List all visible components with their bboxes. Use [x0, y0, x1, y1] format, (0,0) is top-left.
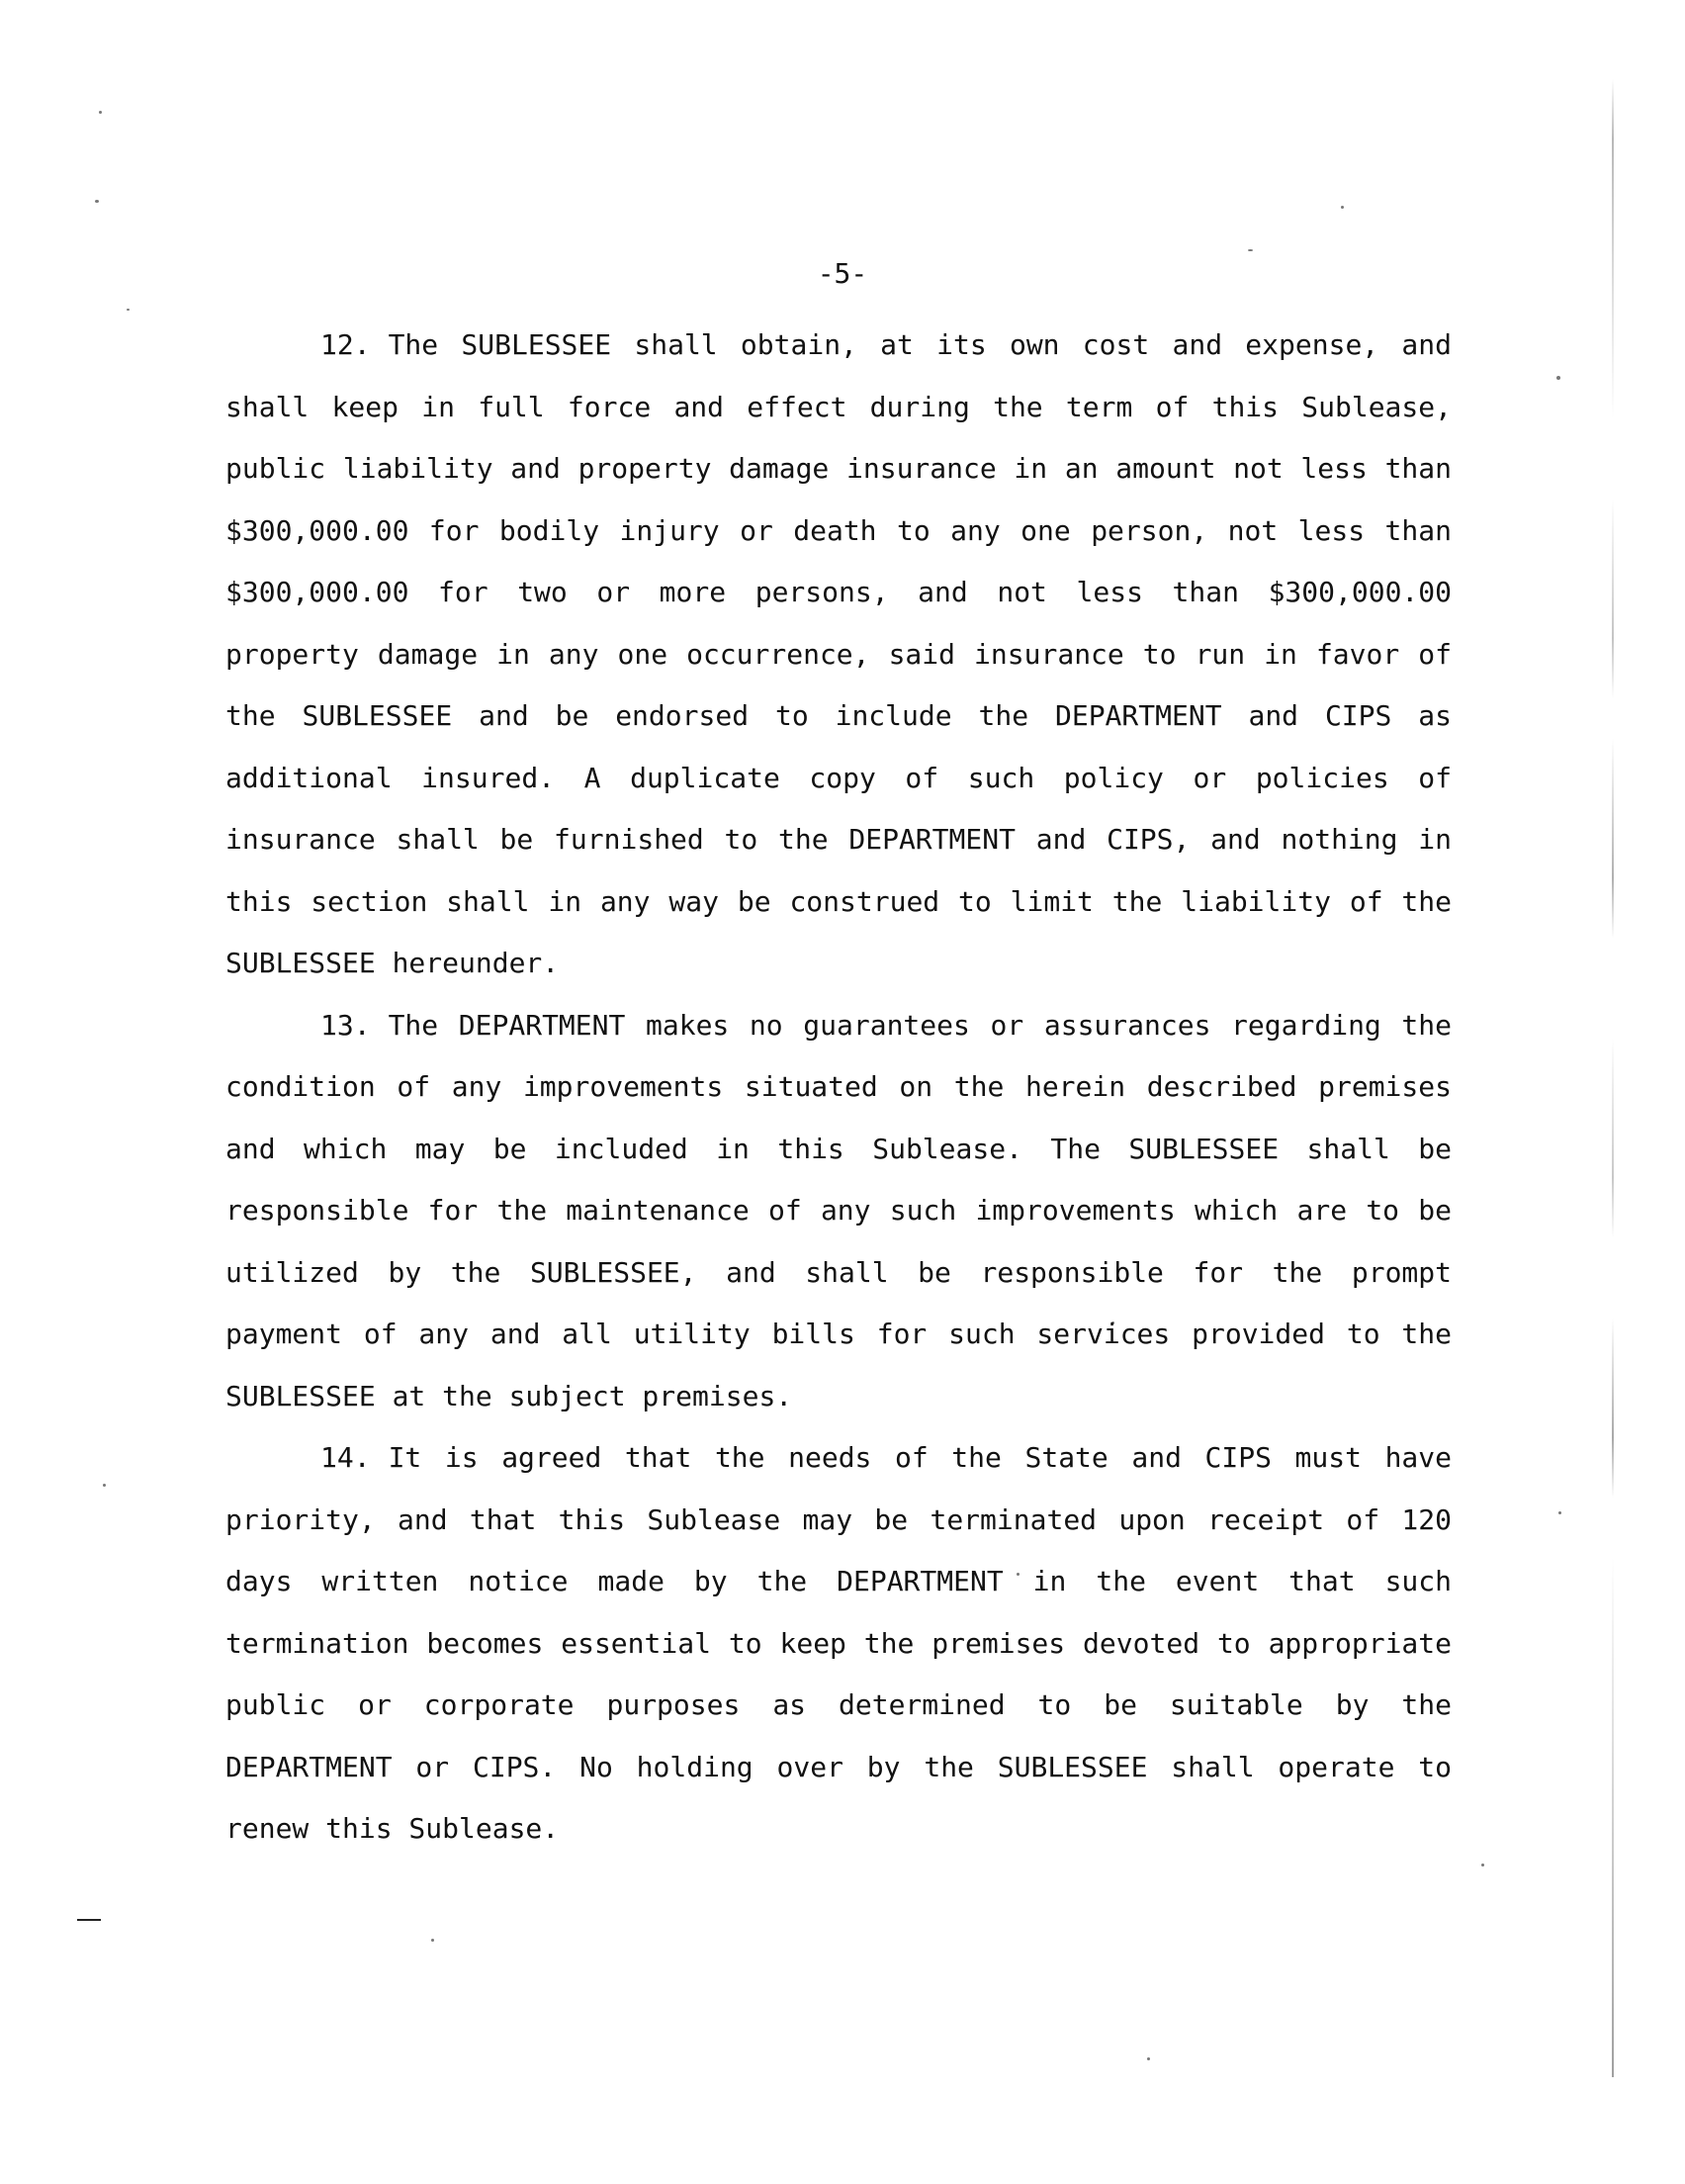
- scan-speck: [103, 1484, 106, 1487]
- scan-speck: [1558, 1511, 1561, 1514]
- page-number: -5-: [817, 257, 868, 290]
- scan-speck: [99, 111, 102, 114]
- scan-speck: [431, 1939, 434, 1942]
- paragraph-text: The SUBLESSEE shall obtain, at its own cost and expense, and shall keep in full force and effect during the term of this Sublease, public liability and property damage insurance in an amount not less than $300,000.00 for bodily injury or death to any one person, not less than $300,000.00 for two or more persons, and not less than $300,000.00 property damage in any one occurrence, said insurance to run in favor of the SUBLESSEE and be endorsed to include the DEPARTMENT and CIPS as additional insured. A duplicate copy of such policy or policies of insurance shall be furnished to the DEPARTMENT and CIPS, and nothing in this section shall in any way be construed to limit the liability of the SUBLESSEE hereunder.: [225, 328, 1452, 979]
- scan-speck: [1481, 1864, 1484, 1866]
- scan-speck: [1248, 249, 1253, 251]
- scan-speck: [1147, 2057, 1150, 2060]
- paragraph-number: 13.: [320, 1008, 371, 1042]
- paragraph-text: The DEPARTMENT makes no guarantees or assurances regarding the condition of any improvements situated on the herein described premises and which may be included in this Sublease. The SUBLESSEE shall be responsible for the maintenance of any such improvements which are to be utilized by the SUBLESSEE, and shall be responsible for the prompt payment of any and all utility bills for such services provided to the SUBLESSEE at the subject premises.: [225, 1008, 1452, 1412]
- scan-speck: [95, 200, 99, 203]
- scan-speck: [1556, 376, 1560, 380]
- paragraph-13: [225, 995, 1452, 1428]
- paragraph-text: It is agreed that the needs of the State and CIPS must have priority, and that this Sublease may be terminated upon receipt of 120 days written notice made by the DEPARTMENT in the event that such termination becomes essential to keep the premises devoted to appropriate public or corporate purposes as determined to be suitable by the DEPARTMENT or CIPS. No holding over by the SUBLESSEE shall operate to renew this Sublease.: [225, 1441, 1452, 1845]
- scan-edge-line: [1612, 79, 1614, 2077]
- paragraph-12: [225, 315, 1452, 995]
- paragraph-14: [225, 1427, 1452, 1861]
- document-body: [225, 315, 1452, 1861]
- paragraph-number: 12.: [320, 328, 371, 361]
- scan-speck: [1341, 206, 1344, 209]
- paragraph-number: 14.: [320, 1441, 371, 1474]
- scan-dash-mark: [77, 1919, 101, 1921]
- scan-speck: [127, 309, 130, 311]
